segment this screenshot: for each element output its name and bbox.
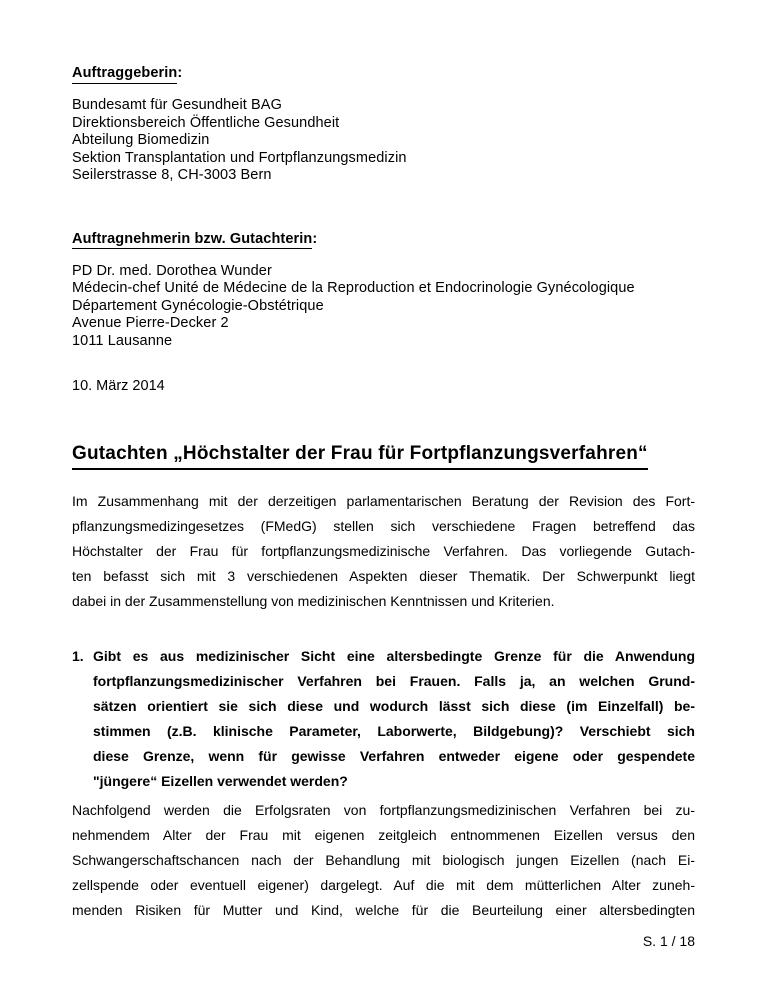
client-address-block (72, 97, 695, 185)
intro-line: dabei in der Zusammenstellung von medizinischen Kenntnissen und Kriterien. (72, 593, 555, 609)
contractor-heading-text: Auftragnehmerin bzw. Gutachterin (72, 231, 312, 250)
client-address-line: Bundesamt für Gesundheit BAG (72, 97, 282, 113)
question-1-item (72, 644, 695, 794)
question-1-line: stimmen (z.B. klinische Parameter, Laborwerte, Bildgebung)? Verschiebt sich (93, 723, 695, 739)
question-1-line: diese Grenze, wenn für gewisse Verfahren entweder eigene oder gespendete (93, 748, 695, 764)
body-line: zellspende oder eventuell eigener) dargelegt. Auf die mit dem mütterlichen Alter zuneh- (72, 877, 695, 893)
question-1-line: "jüngere“ Eizellen verwendet werden? (93, 773, 348, 789)
intro-paragraph (72, 489, 695, 614)
contractor-address-line: Avenue Pierre-Decker 2 (72, 315, 229, 331)
question-1-number: 1. (72, 648, 84, 664)
intro-line: pflanzungsmedizingesetzes (FMedG) stellen sich verschiedene Fragen betreffend das (72, 518, 695, 534)
contractor-heading-colon: : (312, 230, 318, 247)
body-line: Schwangerschaftschancen nach der Behandlung mit biologisch jungen Eizellen (nach Ei- (72, 852, 695, 868)
contractor-address-line: PD Dr. med. Dorothea Wunder (72, 262, 272, 279)
question-1-line: Gibt es aus medizinischer Sicht eine altersbedingte Grenze für die Anwendung (93, 648, 695, 664)
body-paragraph (72, 798, 695, 923)
document-title (72, 442, 695, 466)
client-address-line: Sektion Transplantation und Fortpflanzungsmedizin (72, 149, 407, 166)
page-number: S. 1 / 18 (642, 933, 695, 949)
intro-line: ten befasst sich mit 3 verschiedenen Aspekten dieser Thematik. Der Schwerpunkt liegt (72, 568, 695, 584)
contractor-heading (72, 229, 695, 249)
document-date: 10. März 2014 (72, 378, 165, 394)
client-heading-colon: : (177, 65, 183, 81)
body-line: nehmendem Alter der Frau mit eigenen zeitgleich entnommenen Eizellen versus den (72, 827, 695, 843)
client-address-line: Direktionsbereich Öffentliche Gesundheit (72, 114, 340, 131)
document-title-text: Gutachten „Höchstalter der Frau für Fortpflanzungsverfahren“ (72, 443, 648, 470)
client-address-line: Seilerstrasse 8, CH-3003 Bern (72, 167, 272, 183)
client-address-line: Abteilung Biomedizin (72, 132, 210, 148)
contractor-address-line: Département Gynécologie-Obstétrique (72, 297, 324, 314)
body-line: menden Risiken für Mutter und Kind, welche für die Beurteilung einer altersbedingten (72, 902, 695, 918)
body-line: Nachfolgend werden die Erfolgsraten von fortpflanzungsmedizinischen Verfahren bei zu- (72, 802, 695, 818)
contractor-address-line: 1011 Lausanne (72, 332, 173, 349)
question-1-line: sätzen orientiert sie sich diese und wodurch lässt sich diese (im Einzelfall) be- (93, 698, 695, 714)
contractor-address-line: Médecin-chef Unité de Médecine de la Reproduction et Endocrinologie Gynécologique (72, 280, 635, 296)
contractor-address-block (72, 263, 695, 351)
client-heading-text: Auftraggeberin (72, 65, 177, 84)
client-heading (72, 63, 695, 83)
intro-line: Höchstalter der Frau für fortpflanzungsmedizinische Verfahren. Das vorliegende Gutach- (72, 543, 695, 559)
intro-line: Im Zusammenhang mit der derzeitigen parlamentarischen Beratung der Revision des Fort- (72, 493, 695, 509)
question-1-line: fortpflanzungsmedizinischer Verfahren bei Frauen. Falls ja, an welchen Grund- (93, 673, 695, 689)
